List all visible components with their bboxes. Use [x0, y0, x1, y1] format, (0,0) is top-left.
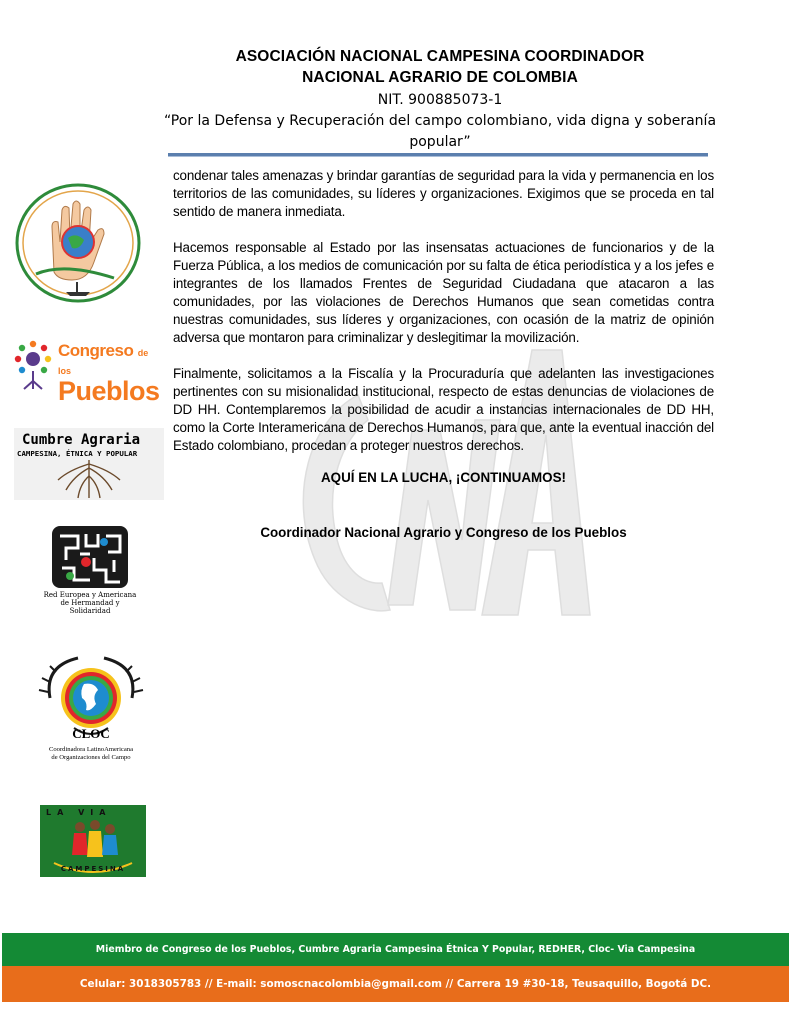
header-divider: [168, 153, 708, 157]
redher-line3: Solidaridad: [69, 607, 111, 615]
closing-slogan: AQUÍ EN LA LUCHA, ¡CONTINUAMOS!: [321, 470, 566, 485]
footer-members-bar: Miembro de Congreso de los Pueblos, Cumbre Agraria Campesina Étnica Y Popular, REDHER, Cloc- Via Campesina: [2, 933, 789, 966]
via-text-top: LA VIA: [46, 808, 112, 817]
letter-body: [173, 167, 714, 473]
paragraph: Finalmente, solicitamos a la Fiscalía y la Procuraduría que adelanten las investigaciones pertinentes con su misionalidad institucional, respecto de estas denuncias de violaciones de DD HH. Contemplaremos la posibilidad de acudir a instancias internacionales de DD HH, como la Corte Interamericana de Derechos Humanos, para que, ante la eventual inacción del Estado colombiano, procedan a proteger nuestros derechos.: [173, 366, 714, 453]
congreso-wordmark: [58, 341, 160, 406]
congreso-word: Congreso: [58, 341, 134, 360]
cloc-logo: [36, 652, 146, 764]
congreso-de-los-pueblos-logo: [10, 337, 160, 406]
cna-logo: [14, 182, 142, 304]
de-los-word: de los: [58, 348, 149, 376]
nit-number: NIT. 900885073-1: [377, 92, 503, 108]
cumbre-title: Cumbre Agraria: [22, 432, 141, 448]
redher-caption: [34, 591, 146, 615]
maze-emblem-icon: [34, 524, 146, 590]
cumbre-agraria-logo: [14, 428, 164, 500]
cloc-caption-line1: Coordinadora LatinoAmericana: [48, 746, 134, 753]
redher-logo: [34, 524, 146, 620]
cna-hand-emblem-icon: [14, 182, 142, 304]
letterhead: [150, 46, 730, 153]
cumbre-subtitle: CAMPESINA, ÉTNICA Y POPULAR: [17, 449, 138, 458]
org-name-line2: NACIONAL AGRARIO DE COLOMBIA: [302, 69, 578, 86]
cloc-badge: CLOC: [72, 726, 110, 741]
paragraph: condenar tales amenazas y brindar garantías de seguridad para la vida y permanencia en los territorios de las comunidades, su líderes y organizaciones. Exigimos que se proceda en tal sentido de manera inmediata.: [173, 168, 714, 219]
motto-line1: “Por la Defensa y Recuperación del campo colombiano, vida digna y soberanía: [163, 113, 717, 129]
org-name-line1: ASOCIACIÓN NACIONAL CAMPESINA COORDINADOR: [235, 48, 645, 65]
paragraph: Hacemos responsable al Estado por las insensatas actuaciones de funcionarios y de la Fuerza Pública, a los medios de comunicación por su falta de ética periodística y a los jefes e integrantes de los llamados Frentes de Seguridad Ciudadana que atacaron a las comunidades, por las violaciones de Derechos Humanos que sean cometidas contra nuestras comunidades, sus líderes y organizaciones, con ocasión de la matriz de opinión adversa que montaron para criminalizar y deslegitimar la movilización.: [173, 240, 714, 345]
cloc-caption: [36, 746, 146, 762]
motto-line2: popular”: [409, 134, 471, 150]
pueblos-word: Pueblos: [58, 376, 160, 406]
roots-icon: [14, 428, 164, 500]
cloc-caption-line2: de Organizaciones del Campo: [51, 754, 131, 761]
footer-contact-bar: Celular: 3018305783 // E-mail: somoscnacolombia@gmail.com // Carrera 19 #30-18, Teusaquillo, Bogotá DC.: [2, 966, 789, 1002]
signature-line: Coordinador Nacional Agrario y Congreso de los Pueblos: [260, 525, 627, 540]
redher-line1: Red Europea y Americana: [43, 591, 137, 599]
redher-line2: de Hermandad y: [60, 599, 120, 607]
via-text-bottom: CAMPESINA: [60, 865, 126, 873]
sun-people-icon: [10, 337, 56, 392]
via-campesina-logo: [40, 805, 146, 877]
